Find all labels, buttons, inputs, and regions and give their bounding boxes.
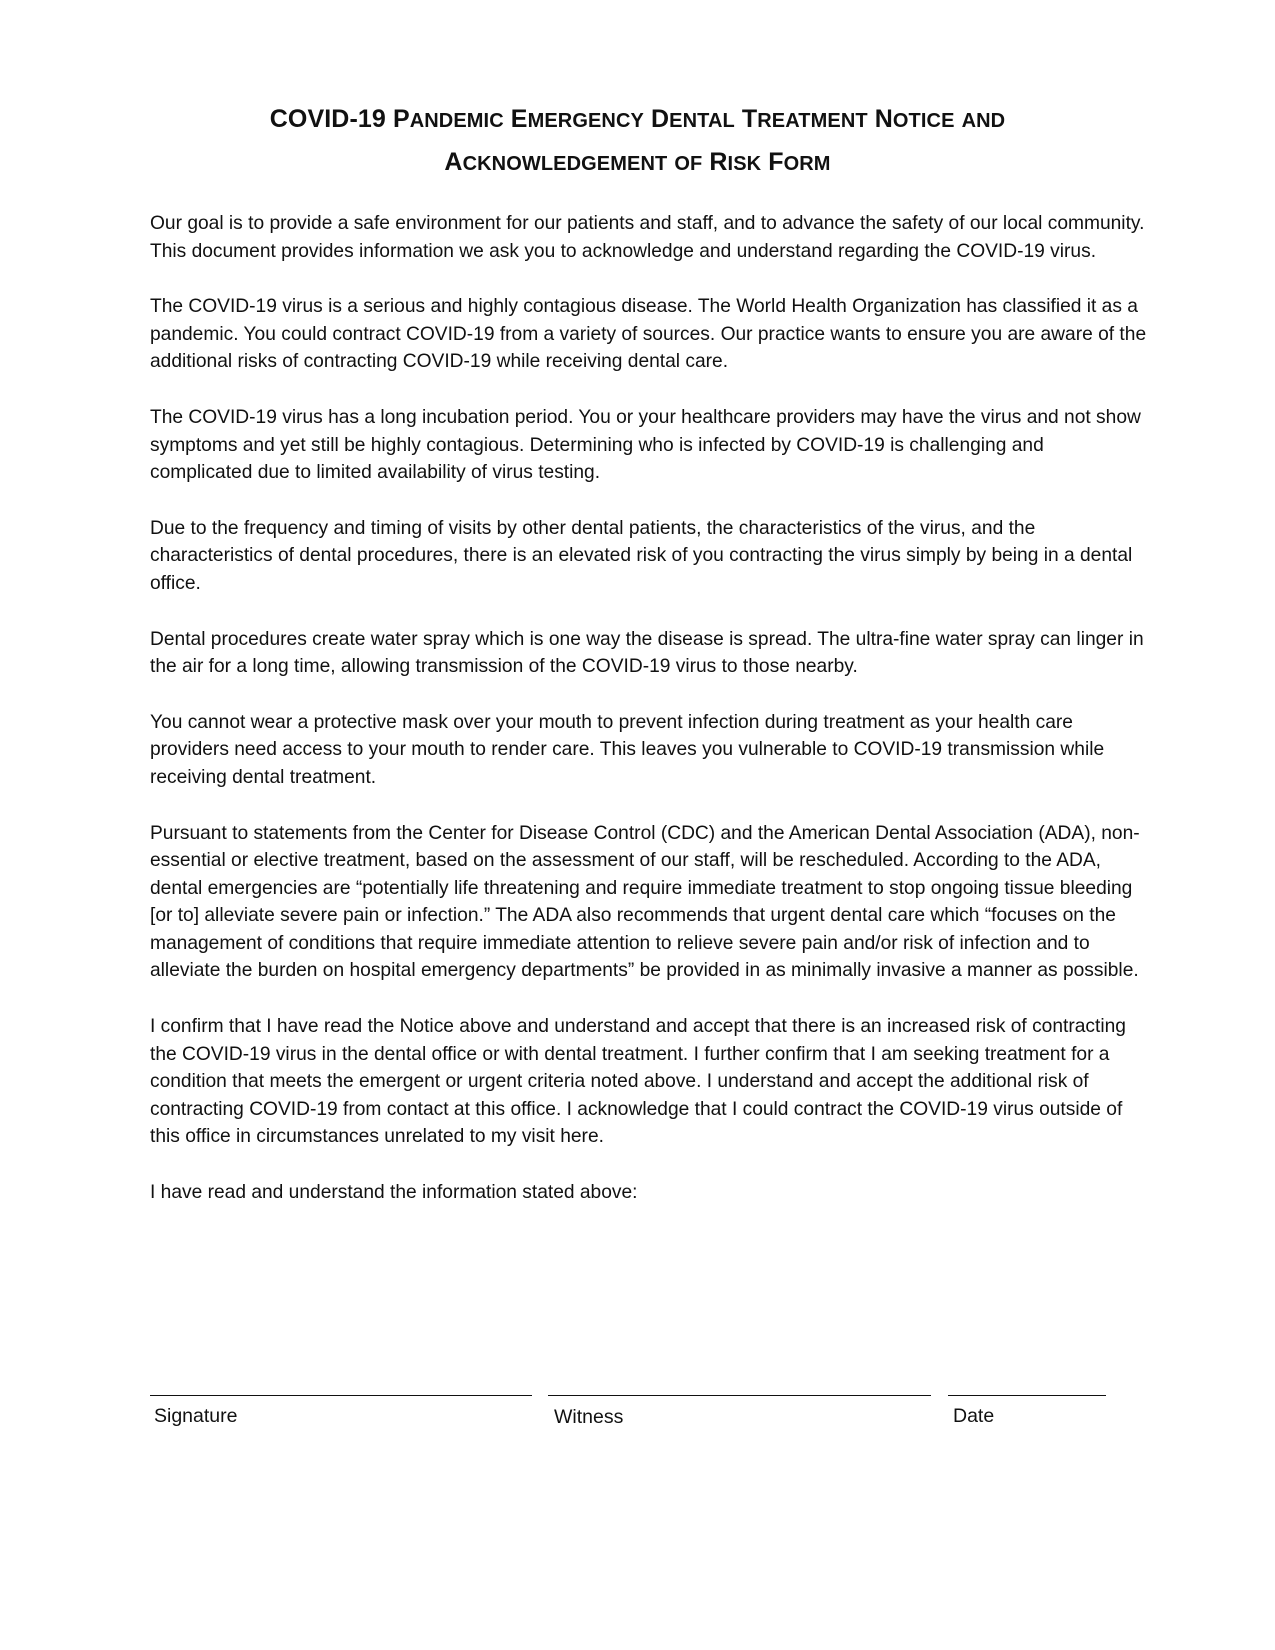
paragraph-mask: You cannot wear a protective mask over your mouth to prevent infection during treatment as your health care providers need access to your mouth to render care. This leaves you vulnerable to COVID-19 transmission while receiving dental treatment. (150, 711, 1105, 788)
paragraph-elevated-risk: Due to the frequency and timing of visits by other dental patients, the characteristics of the virus, and the characteristics of dental procedures, there is an elevated risk of you contracting the virus simply by being in a dental office. (150, 517, 1133, 594)
paragraph-water-spray: Dental procedures create water spray which is one way the disease is spread. The ultra-fine water spray can linger in the air for a long time, allowing transmission of the COVID-19 virus to those nearby. (150, 628, 1144, 678)
paragraph-intro: Our goal is to provide a safe environment for our patients and staff, and to advance the safety of our local community. This document provides information we ask you to acknowledge and understand regarding the COVID-19 virus. (150, 213, 1145, 262)
witness-line[interactable] (548, 1395, 931, 1396)
title-word-initial: E (510, 105, 528, 133)
form-body (150, 210, 1150, 1235)
title-word-rest: ISK (727, 153, 762, 175)
title-word-rest: OF (674, 153, 703, 175)
title-line-1-word-0 (393, 105, 504, 133)
title-line-2-word-2 (709, 148, 761, 176)
title-word-rest: REATMENT (757, 110, 868, 132)
paragraph-contagious: The COVID-19 virus is a serious and highly contagious disease. The World Health Organization has classified it as a pandemic. You could contract COVID-19 from a variety of sources. Our practice wants to ensure you are aware of the additional risks of contracting COVID-19 while receiving dental care. (150, 296, 1147, 373)
title-word-initial: R (709, 148, 728, 176)
witness-label: Witness (554, 1406, 624, 1428)
title-word-initial: P (392, 105, 410, 133)
title-word-initial: N (874, 105, 893, 133)
title-line-1-word-3 (742, 105, 868, 133)
signature-line[interactable] (150, 1395, 532, 1396)
title-word-initial: T (741, 105, 758, 133)
date-line[interactable] (948, 1395, 1106, 1396)
signature-label: Signature (154, 1405, 238, 1427)
form-title (120, 99, 1155, 185)
title-word-rest: ANDEMIC (409, 110, 504, 132)
title-word-rest: MERGENCY (527, 110, 644, 132)
title-line-2-word-3 (768, 148, 830, 176)
paragraph-cdc-ada: Pursuant to statements from the Center for Disease Control (CDC) and the American Dental Association (ADA), non-essential or elective treatment, based on the assessment of our staff, will be rescheduled. According to the ADA, dental emergencies are “potentially life threatening and require immediate treatment to stop ongoing tissue bleeding [or to] alleviate severe pain or infection.” The ADA also recommends that urgent dental care which “focuses on the management of conditions that require immediate attention to relieve severe pain and/or risk of infection and to alleviate the burden on hospital emergency departments” be provided in as minimally invasive a manner as possible. (150, 822, 1140, 982)
title-line-1-word-4 (875, 105, 955, 133)
title-word-rest: ENTAL (669, 110, 735, 132)
title-word-initial: A (444, 148, 463, 176)
paragraph-incubation: The COVID-19 virus has a long incubation period. You or your healthcare providers may have the virus and not show symptoms and yet still be highly contagious. Determining who is infected by COVID-19 is challenging and complicated due to limited availability of virus testing. (150, 406, 1141, 484)
paragraph-acknowledge: I have read and understand the information stated above: (150, 1182, 638, 1204)
title-word-rest: OTICE (892, 110, 955, 132)
title-line-1-word-1 (511, 105, 644, 133)
title-word-initial: F (768, 148, 784, 176)
title-line-1-word-2 (651, 105, 735, 133)
paragraph-confirmation: I confirm that I have read the Notice above and understand and accept that there is an increased risk of contracting the COVID-19 virus in the dental office or with dental treatment. I further confirm that I am seeking treatment for a condition that meets the emergent or urgent criteria noted above. I understand and accept the additional risk of contracting COVID-19 from contact at this office. I acknowledge that I could contract the COVID-19 virus outside of this office in circumstances unrelated to my visit here. (150, 1016, 1126, 1148)
title-line-2-word-1 (674, 148, 702, 176)
title-line-2-word-0 (444, 148, 667, 176)
title-word-rest: AND (961, 110, 1006, 132)
title-line-1-word-5 (962, 105, 1006, 133)
title-word-initial: D (651, 105, 670, 133)
date-label: Date (953, 1405, 995, 1427)
title-lead: COVID-19 (269, 105, 393, 133)
title-word-rest: CKNOWLEDGEMENT (462, 153, 668, 175)
form-title-line-1 (120, 99, 1155, 142)
form-title-line-2 (120, 142, 1155, 185)
title-word-rest: ORM (783, 153, 831, 175)
